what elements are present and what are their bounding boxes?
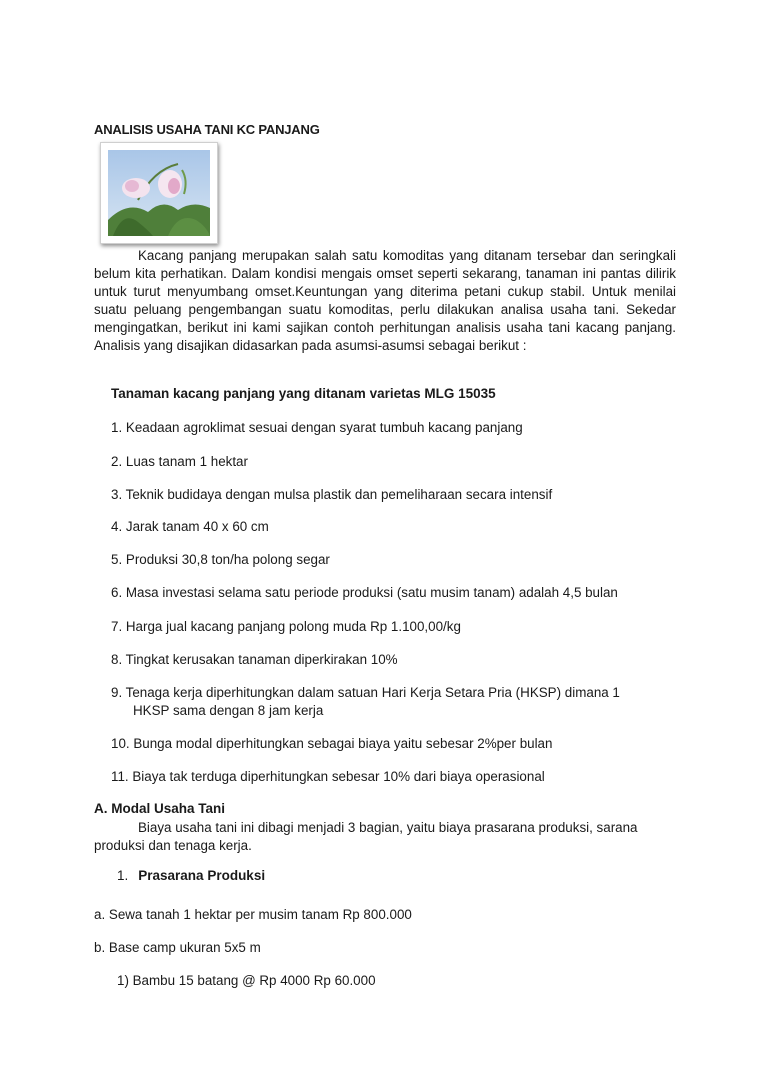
intro-text: Kacang panjang merupakan salah satu komoditas yang ditanam tersebar dan seringkali belum kita perhatikan. Dalam kondisi mengais omset seperti sekarang, tanaman ini pantas dilirik untuk turut menyumbang omset.Keuntungan yang diterima petani cukup stabil. Untuk menilai suatu peluang pengembangan suatu komoditas, perlu dilakukan analisa usaha tani. Sekedar mengingatkan, berikut ini kami sajikan contoh perhitungan analisis usaha tani kacang panjang. Analisis yang disajikan didasarkan pada asumsi-asumsi sebagai berikut : [94, 248, 676, 353]
list-item: 9. Tenaga kerja diperhitungkan dalam satuan Hari Kerja Setara Pria (HKSP) dimana 1 [111, 685, 620, 700]
prasarana-title: Prasarana Produksi [138, 868, 266, 883]
flower-image-icon [108, 150, 210, 236]
section-a-text: Biaya usaha tani ini dibagi menjadi 3 bagian, yaitu biaya prasarana produksi, sarana produksi dan tenaga kerja. [94, 820, 638, 853]
variety-subheading: Tanaman kacang panjang yang ditanam varietas MLG 15035 [111, 386, 496, 401]
section-a-paragraph [94, 819, 676, 855]
list-item: 11. Biaya tak terduga diperhitungkan sebesar 10% dari biaya operasional [111, 769, 545, 784]
document-title: ANALISIS USAHA TANI KC PANJANG [94, 122, 320, 137]
list-item: 6. Masa investasi selama satu periode produksi (satu musim tanam) adalah 4,5 bulan [111, 585, 618, 600]
list-item: 8. Tingkat kerusakan tanaman diperkirakan 10% [111, 652, 398, 667]
list-item: 10. Bunga modal diperhitungkan sebagai biaya yaitu sebesar 2%per bulan [111, 736, 553, 751]
list-item: 1. Keadaan agroklimat sesuai dengan syarat tumbuh kacang panjang [111, 420, 523, 435]
prasarana-number: 1. [117, 868, 129, 883]
list-item: 3. Teknik budidaya dengan mulsa plastik dan pemeliharaan secara intensif [111, 487, 553, 502]
list-item: 4. Jarak tanam 40 x 60 cm [111, 519, 269, 534]
list-item: 7. Harga jual kacang panjang polong muda Rp 1.100,00/kg [111, 619, 461, 634]
kacang-panjang-photo [100, 142, 218, 244]
section-a-heading: A. Modal Usaha Tani [94, 801, 226, 816]
list-item: 2. Luas tanam 1 hektar [111, 454, 248, 469]
list-item-continuation: HKSP sama dengan 8 jam kerja [133, 703, 324, 718]
list-item: 5. Produksi 30,8 ton/ha polong segar [111, 552, 330, 567]
cost-item-b1: 1) Bambu 15 batang @ Rp 4000 Rp 60.000 [117, 973, 376, 988]
cost-item-b: b. Base camp ukuran 5x5 m [94, 940, 261, 955]
intro-paragraph [94, 247, 676, 354]
cost-item-a: a. Sewa tanah 1 hektar per musim tanam Rp 800.000 [94, 907, 412, 922]
prasarana-heading [117, 868, 265, 883]
